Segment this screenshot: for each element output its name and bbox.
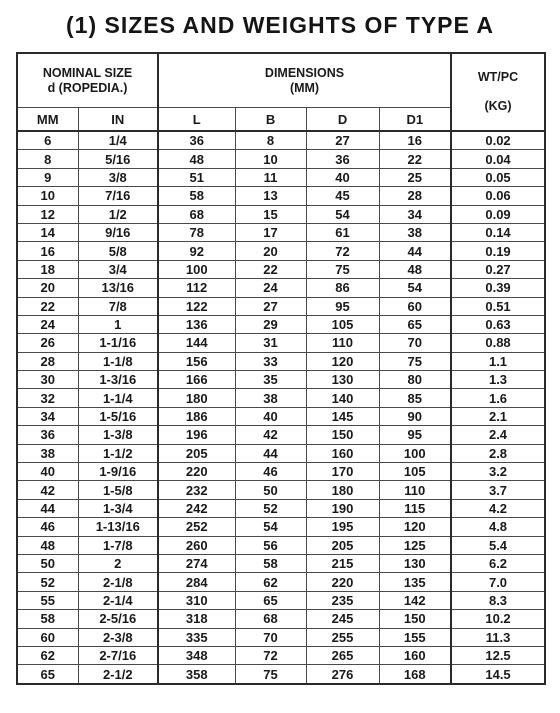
- cell-wt: 1.1: [451, 352, 545, 370]
- cell-l: 48: [158, 150, 235, 168]
- cell-d1: 60: [379, 297, 451, 315]
- table-row: [17, 646, 545, 664]
- cell-mm: 6: [17, 131, 78, 150]
- cell-wt: 0.06: [451, 187, 545, 205]
- cell-d1: 115: [379, 499, 451, 517]
- cell-b: 75: [235, 665, 306, 684]
- cell-b: 54: [235, 518, 306, 536]
- table-row: [17, 665, 545, 684]
- cell-b: 72: [235, 646, 306, 664]
- cell-d: 72: [306, 242, 379, 260]
- cell-mm: 32: [17, 389, 78, 407]
- cell-b: 24: [235, 279, 306, 297]
- cell-b: 31: [235, 334, 306, 352]
- cell-d1: 125: [379, 536, 451, 554]
- cell-in: 1-1/2: [78, 444, 158, 462]
- cell-b: 29: [235, 315, 306, 333]
- cell-mm: 8: [17, 150, 78, 168]
- cell-d: 190: [306, 499, 379, 517]
- cell-in: 1/2: [78, 205, 158, 223]
- cell-mm: 46: [17, 518, 78, 536]
- cell-l: 274: [158, 554, 235, 572]
- cell-l: 310: [158, 591, 235, 609]
- cell-d1: 110: [379, 481, 451, 499]
- cell-mm: 36: [17, 426, 78, 444]
- cell-wt: 1.3: [451, 371, 545, 389]
- cell-wt: 0.02: [451, 131, 545, 150]
- cell-l: 220: [158, 463, 235, 481]
- cell-wt: 11.3: [451, 628, 545, 646]
- table-row: [17, 150, 545, 168]
- cell-in: 1-1/8: [78, 352, 158, 370]
- cell-d: 245: [306, 610, 379, 628]
- cell-d1: 65: [379, 315, 451, 333]
- cell-d1: 22: [379, 150, 451, 168]
- cell-b: 50: [235, 481, 306, 499]
- cell-d1: 95: [379, 426, 451, 444]
- weight-unit-label: (KG): [484, 99, 512, 113]
- cell-wt: 4.2: [451, 499, 545, 517]
- cell-in: 1-3/4: [78, 499, 158, 517]
- cell-d1: 160: [379, 646, 451, 664]
- weight-header: [451, 53, 545, 131]
- table-row: [17, 371, 545, 389]
- cell-in: 2: [78, 554, 158, 572]
- table-row: [17, 628, 545, 646]
- cell-l: 252: [158, 518, 235, 536]
- cell-in: 1-3/8: [78, 426, 158, 444]
- cell-d: 265: [306, 646, 379, 664]
- cell-d1: 44: [379, 242, 451, 260]
- table-row: [17, 554, 545, 572]
- table-row: [17, 481, 545, 499]
- cell-mm: 44: [17, 499, 78, 517]
- cell-d: 110: [306, 334, 379, 352]
- cell-l: 232: [158, 481, 235, 499]
- cell-wt: 0.09: [451, 205, 545, 223]
- cell-in: 2-1/8: [78, 573, 158, 591]
- cell-wt: 1.6: [451, 389, 545, 407]
- cell-mm: 24: [17, 315, 78, 333]
- cell-in: 3/8: [78, 168, 158, 186]
- cell-wt: 14.5: [451, 665, 545, 684]
- cell-d1: 85: [379, 389, 451, 407]
- cell-d1: 38: [379, 223, 451, 241]
- cell-wt: 3.2: [451, 463, 545, 481]
- cell-d: 120: [306, 352, 379, 370]
- table-row: [17, 573, 545, 591]
- cell-in: 1-1/4: [78, 389, 158, 407]
- cell-l: 92: [158, 242, 235, 260]
- cell-in: 9/16: [78, 223, 158, 241]
- table-row: [17, 536, 545, 554]
- cell-in: 7/8: [78, 297, 158, 315]
- cell-l: 205: [158, 444, 235, 462]
- cell-mm: 10: [17, 187, 78, 205]
- table-row: [17, 168, 545, 186]
- cell-d1: 54: [379, 279, 451, 297]
- table-row: [17, 610, 545, 628]
- table-row: [17, 205, 545, 223]
- cell-mm: 55: [17, 591, 78, 609]
- cell-b: 20: [235, 242, 306, 260]
- cell-b: 11: [235, 168, 306, 186]
- table-row: [17, 242, 545, 260]
- column-header-in: IN: [78, 108, 158, 132]
- table-row: [17, 389, 545, 407]
- cell-b: 42: [235, 426, 306, 444]
- cell-in: 7/16: [78, 187, 158, 205]
- cell-mm: 65: [17, 665, 78, 684]
- cell-d1: 100: [379, 444, 451, 462]
- cell-d1: 25: [379, 168, 451, 186]
- cell-mm: 60: [17, 628, 78, 646]
- cell-wt: 7.0: [451, 573, 545, 591]
- cell-l: 318: [158, 610, 235, 628]
- nominal-size-label: NOMINAL SIZE: [42, 65, 133, 80]
- cell-wt: 0.27: [451, 260, 545, 278]
- cell-l: 36: [158, 131, 235, 150]
- cell-mm: 62: [17, 646, 78, 664]
- cell-d: 170: [306, 463, 379, 481]
- table-row: [17, 131, 545, 150]
- cell-l: 78: [158, 223, 235, 241]
- nominal-size-header: [17, 53, 158, 108]
- cell-in: 2-3/8: [78, 628, 158, 646]
- cell-l: 51: [158, 168, 235, 186]
- cell-wt: 2.4: [451, 426, 545, 444]
- cell-in: 2-1/4: [78, 591, 158, 609]
- cell-mm: 50: [17, 554, 78, 572]
- table-row: [17, 297, 545, 315]
- cell-d1: 34: [379, 205, 451, 223]
- cell-l: 242: [158, 499, 235, 517]
- cell-b: 17: [235, 223, 306, 241]
- cell-in: 1-3/16: [78, 371, 158, 389]
- cell-wt: 3.7: [451, 481, 545, 499]
- cell-d1: 80: [379, 371, 451, 389]
- cell-wt: 0.88: [451, 334, 545, 352]
- cell-d: 255: [306, 628, 379, 646]
- cell-b: 10: [235, 150, 306, 168]
- dimensions-unit-label: (MM): [289, 80, 320, 95]
- cell-wt: 6.2: [451, 554, 545, 572]
- column-header-mm: MM: [17, 108, 78, 132]
- dimensions-header: [158, 53, 451, 108]
- cell-d1: 155: [379, 628, 451, 646]
- cell-l: 186: [158, 407, 235, 425]
- cell-mm: 9: [17, 168, 78, 186]
- cell-in: 1-5/8: [78, 481, 158, 499]
- column-header-b: B: [235, 108, 306, 132]
- cell-d1: 120: [379, 518, 451, 536]
- table-row: [17, 279, 545, 297]
- cell-in: 2-7/16: [78, 646, 158, 664]
- cell-d1: 142: [379, 591, 451, 609]
- cell-l: 122: [158, 297, 235, 315]
- table-row: [17, 444, 545, 462]
- header-row-group: [17, 53, 545, 108]
- cell-l: 358: [158, 665, 235, 684]
- cell-b: 62: [235, 573, 306, 591]
- cell-d1: 16: [379, 131, 451, 150]
- cell-in: 5/8: [78, 242, 158, 260]
- table-row: [17, 315, 545, 333]
- cell-d1: 130: [379, 554, 451, 572]
- cell-l: 68: [158, 205, 235, 223]
- table-row: [17, 352, 545, 370]
- cell-l: 156: [158, 352, 235, 370]
- cell-d: 75: [306, 260, 379, 278]
- table-row: [17, 334, 545, 352]
- cell-b: 13: [235, 187, 306, 205]
- cell-b: 56: [235, 536, 306, 554]
- cell-wt: 12.5: [451, 646, 545, 664]
- cell-d1: 90: [379, 407, 451, 425]
- cell-in: 1-7/8: [78, 536, 158, 554]
- cell-l: 58: [158, 187, 235, 205]
- cell-d1: 105: [379, 463, 451, 481]
- cell-mm: 48: [17, 536, 78, 554]
- cell-d: 150: [306, 426, 379, 444]
- table-row: [17, 223, 545, 241]
- cell-b: 70: [235, 628, 306, 646]
- cell-mm: 40: [17, 463, 78, 481]
- cell-mm: 26: [17, 334, 78, 352]
- cell-d: 130: [306, 371, 379, 389]
- cell-mm: 28: [17, 352, 78, 370]
- sizes-weights-table: [16, 52, 546, 685]
- cell-b: 40: [235, 407, 306, 425]
- cell-l: 144: [158, 334, 235, 352]
- cell-mm: 22: [17, 297, 78, 315]
- cell-b: 15: [235, 205, 306, 223]
- cell-d: 145: [306, 407, 379, 425]
- cell-d: 195: [306, 518, 379, 536]
- cell-in: 13/16: [78, 279, 158, 297]
- table-row: [17, 463, 545, 481]
- cell-l: 136: [158, 315, 235, 333]
- table-row: [17, 591, 545, 609]
- cell-b: 33: [235, 352, 306, 370]
- cell-d: 86: [306, 279, 379, 297]
- table-row: [17, 187, 545, 205]
- column-header-d1: D1: [379, 108, 451, 132]
- cell-d: 220: [306, 573, 379, 591]
- cell-d: 215: [306, 554, 379, 572]
- cell-in: 1-9/16: [78, 463, 158, 481]
- cell-wt: 4.8: [451, 518, 545, 536]
- cell-mm: 34: [17, 407, 78, 425]
- cell-l: 112: [158, 279, 235, 297]
- cell-l: 260: [158, 536, 235, 554]
- cell-b: 44: [235, 444, 306, 462]
- table-row: [17, 407, 545, 425]
- table-row: [17, 426, 545, 444]
- cell-mm: 30: [17, 371, 78, 389]
- cell-d: 140: [306, 389, 379, 407]
- cell-d: 36: [306, 150, 379, 168]
- cell-in: 5/16: [78, 150, 158, 168]
- cell-in: 1/4: [78, 131, 158, 150]
- cell-wt: 2.1: [451, 407, 545, 425]
- cell-d: 205: [306, 536, 379, 554]
- cell-d: 27: [306, 131, 379, 150]
- cell-mm: 52: [17, 573, 78, 591]
- rope-diameter-label: d (ROPEDIA.): [47, 80, 128, 95]
- cell-l: 284: [158, 573, 235, 591]
- cell-wt: 0.14: [451, 223, 545, 241]
- table-row: [17, 499, 545, 517]
- cell-d: 235: [306, 591, 379, 609]
- cell-mm: 38: [17, 444, 78, 462]
- cell-d: 61: [306, 223, 379, 241]
- cell-b: 8: [235, 131, 306, 150]
- cell-mm: 16: [17, 242, 78, 260]
- cell-mm: 20: [17, 279, 78, 297]
- cell-b: 35: [235, 371, 306, 389]
- dimensions-label: DIMENSIONS: [264, 65, 345, 80]
- cell-mm: 58: [17, 610, 78, 628]
- cell-l: 166: [158, 371, 235, 389]
- table-body: [17, 131, 545, 684]
- cell-d: 40: [306, 168, 379, 186]
- cell-d: 180: [306, 481, 379, 499]
- cell-d: 105: [306, 315, 379, 333]
- cell-d: 276: [306, 665, 379, 684]
- cell-wt: 0.05: [451, 168, 545, 186]
- cell-l: 100: [158, 260, 235, 278]
- cell-b: 65: [235, 591, 306, 609]
- cell-in: 2-1/2: [78, 665, 158, 684]
- cell-b: 38: [235, 389, 306, 407]
- cell-l: 348: [158, 646, 235, 664]
- cell-b: 68: [235, 610, 306, 628]
- cell-wt: 2.8: [451, 444, 545, 462]
- cell-wt: 0.19: [451, 242, 545, 260]
- cell-wt: 0.63: [451, 315, 545, 333]
- table-row: [17, 518, 545, 536]
- cell-b: 46: [235, 463, 306, 481]
- cell-mm: 14: [17, 223, 78, 241]
- cell-d1: 28: [379, 187, 451, 205]
- cell-d1: 168: [379, 665, 451, 684]
- cell-d: 45: [306, 187, 379, 205]
- cell-in: 3/4: [78, 260, 158, 278]
- cell-mm: 12: [17, 205, 78, 223]
- weight-label: WT/PC: [477, 70, 519, 84]
- column-header-l: L: [158, 108, 235, 132]
- cell-wt: 0.04: [451, 150, 545, 168]
- cell-d1: 48: [379, 260, 451, 278]
- cell-wt: 0.51: [451, 297, 545, 315]
- cell-wt: 8.3: [451, 591, 545, 609]
- cell-b: 58: [235, 554, 306, 572]
- cell-l: 335: [158, 628, 235, 646]
- cell-mm: 18: [17, 260, 78, 278]
- cell-d1: 75: [379, 352, 451, 370]
- cell-wt: 0.39: [451, 279, 545, 297]
- cell-d: 54: [306, 205, 379, 223]
- cell-d1: 150: [379, 610, 451, 628]
- cell-b: 22: [235, 260, 306, 278]
- cell-d1: 70: [379, 334, 451, 352]
- page-title: (1) SIZES AND WEIGHTS OF TYPE A: [66, 12, 494, 38]
- cell-d1: 135: [379, 573, 451, 591]
- cell-in: 1-1/16: [78, 334, 158, 352]
- cell-wt: 5.4: [451, 536, 545, 554]
- cell-mm: 42: [17, 481, 78, 499]
- cell-in: 1-5/16: [78, 407, 158, 425]
- table-row: [17, 260, 545, 278]
- cell-d: 95: [306, 297, 379, 315]
- cell-in: 1-13/16: [78, 518, 158, 536]
- cell-l: 196: [158, 426, 235, 444]
- cell-b: 27: [235, 297, 306, 315]
- cell-d: 160: [306, 444, 379, 462]
- cell-in: 2-5/16: [78, 610, 158, 628]
- cell-wt: 10.2: [451, 610, 545, 628]
- cell-in: 1: [78, 315, 158, 333]
- cell-l: 180: [158, 389, 235, 407]
- cell-b: 52: [235, 499, 306, 517]
- column-header-d: D: [306, 108, 379, 132]
